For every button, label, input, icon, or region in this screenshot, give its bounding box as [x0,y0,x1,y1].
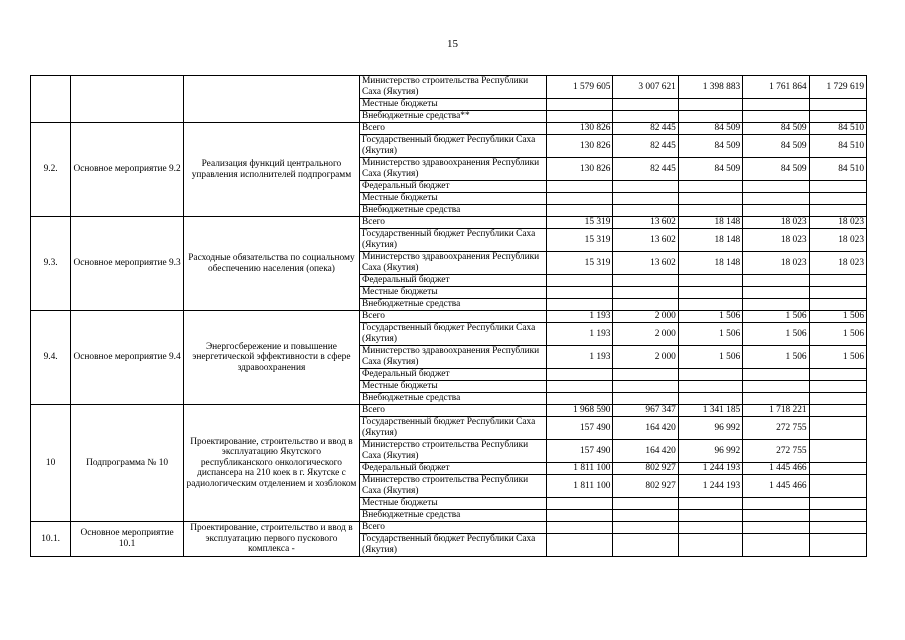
amount-cell: 1 244 193 [678,475,742,498]
amount-cell: 1 506 [809,346,866,369]
amount-cell [743,534,809,557]
amount-cell: 82 445 [613,135,678,158]
item-number-cell: 9.3. [31,217,71,311]
amount-cell: 18 023 [743,252,809,275]
item-description-cell: Энергосбережение и повышение энергетической эффективности в сфере здравоохранения [183,311,359,405]
amount-cell [809,99,866,111]
amount-cell: 84 510 [809,123,866,135]
amount-cell: 802 927 [613,475,678,498]
item-name-cell: Основное мероприятие 9.4 [71,311,184,405]
funding-source-cell: Местные бюджеты [359,498,546,510]
amount-cell [613,393,678,405]
amount-cell: 18 148 [678,229,742,252]
amount-cell: 3 007 621 [613,76,678,99]
funding-source-cell: Внебюджетные средства [359,205,546,217]
funding-source-cell: Федеральный бюджет [359,275,546,287]
amount-cell [809,299,866,311]
amount-cell [743,193,809,205]
amount-cell: 18 023 [743,217,809,229]
amount-cell: 1 445 466 [743,463,809,475]
page-number: 15 [447,38,458,50]
amount-cell [678,369,742,381]
amount-cell: 1 193 [547,311,613,323]
table-row [31,123,867,135]
amount-cell: 130 826 [547,135,613,158]
funding-source-cell: Внебюджетные средства [359,510,546,522]
amount-cell: 84 509 [743,158,809,181]
amount-cell: 1 341 185 [678,405,742,417]
amount-cell [809,498,866,510]
funding-source-cell: Государственный бюджет Республики Саха (Якутия) [359,417,546,440]
funding-source-cell: Всего [359,217,546,229]
amount-cell [809,111,866,123]
amount-cell [678,498,742,510]
amount-cell [547,381,613,393]
funding-source-cell: Государственный бюджет Республики Саха (Якутия) [359,323,546,346]
item-description-cell: Расходные обязательства по социальному обеспечению населения (опека) [183,217,359,311]
amount-cell: 84 509 [678,135,742,158]
amount-cell [809,534,866,557]
amount-cell: 1 445 466 [743,475,809,498]
amount-cell [547,393,613,405]
amount-cell [678,193,742,205]
amount-cell [613,205,678,217]
amount-cell: 1 811 100 [547,463,613,475]
amount-cell [809,275,866,287]
amount-cell: 18 023 [809,252,866,275]
amount-cell [678,111,742,123]
amount-cell [809,181,866,193]
amount-cell: 2 000 [613,311,678,323]
item-name-cell: Основное мероприятие 9.2 [71,123,184,217]
amount-cell [547,510,613,522]
amount-cell: 1 244 193 [678,463,742,475]
budget-table [30,75,867,557]
funding-source-cell: Министерство здравоохранения Республики Саха (Якутия) [359,252,546,275]
item-number-cell: 10.1. [31,522,71,557]
item-description-cell [183,76,359,123]
table-row [31,522,867,534]
amount-cell: 1 506 [743,311,809,323]
funding-source-cell: Государственный бюджет Республики Саха (Якутия) [359,534,546,557]
amount-cell: 130 826 [547,123,613,135]
amount-cell: 2 000 [613,346,678,369]
amount-cell: 1 729 619 [809,76,866,99]
funding-source-cell: Местные бюджеты [359,287,546,299]
amount-cell [547,275,613,287]
amount-cell [809,522,866,534]
amount-cell: 18 023 [809,217,866,229]
amount-cell [547,299,613,311]
amount-cell [809,205,866,217]
funding-source-cell: Местные бюджеты [359,193,546,205]
amount-cell [547,369,613,381]
amount-cell: 1 811 100 [547,475,613,498]
amount-cell: 164 420 [613,417,678,440]
amount-cell [678,522,742,534]
amount-cell [743,498,809,510]
funding-source-cell: Местные бюджеты [359,99,546,111]
item-name-cell: Основное мероприятие 10.1 [71,522,184,557]
amount-cell [613,193,678,205]
amount-cell [613,111,678,123]
funding-source-cell: Федеральный бюджет [359,181,546,193]
amount-cell: 84 510 [809,135,866,158]
funding-source-cell: Министерство строительства Республики Саха (Якутия) [359,440,546,463]
amount-cell: 18 148 [678,217,742,229]
amount-cell: 84 509 [743,135,809,158]
amount-cell [547,287,613,299]
amount-cell: 18 023 [809,229,866,252]
amount-cell [613,369,678,381]
amount-cell: 96 992 [678,417,742,440]
amount-cell [743,299,809,311]
amount-cell [809,475,866,498]
amount-cell [547,534,613,557]
amount-cell [809,393,866,405]
item-number-cell: 9.2. [31,123,71,217]
amount-cell [678,99,742,111]
amount-cell: 1 398 883 [678,76,742,99]
amount-cell [613,498,678,510]
item-description-cell: Проектирование, строительство и ввод в эксплуатацию первого пускового комплекса - [183,522,359,557]
amount-cell: 1 761 864 [743,76,809,99]
amount-cell [743,381,809,393]
amount-cell [809,463,866,475]
amount-cell: 1 506 [743,346,809,369]
funding-source-cell: Местные бюджеты [359,381,546,393]
amount-cell: 1 718 221 [743,405,809,417]
amount-cell [809,510,866,522]
table-row [31,405,867,417]
amount-cell [678,299,742,311]
amount-cell: 1 506 [809,323,866,346]
item-name-cell: Подпрограмма № 10 [71,405,184,522]
amount-cell [809,369,866,381]
amount-cell [743,510,809,522]
amount-cell: 1 506 [809,311,866,323]
amount-cell [547,111,613,123]
amount-cell [743,205,809,217]
amount-cell: 18 148 [678,252,742,275]
amount-cell: 130 826 [547,158,613,181]
amount-cell: 84 509 [678,158,742,181]
amount-cell: 1 506 [678,346,742,369]
amount-cell: 272 755 [743,440,809,463]
amount-cell [809,417,866,440]
amount-cell [809,405,866,417]
amount-cell [678,534,742,557]
amount-cell: 802 927 [613,463,678,475]
funding-source-cell: Министерство здравоохранения Республики Саха (Якутия) [359,346,546,369]
item-number-cell: 10 [31,405,71,522]
amount-cell: 272 755 [743,417,809,440]
table-row [31,217,867,229]
amount-cell [547,205,613,217]
item-description-cell: Реализация функций центрального управления исполнителей подпрограмм [183,123,359,217]
amount-cell: 82 445 [613,158,678,181]
amount-cell: 18 023 [743,229,809,252]
amount-cell [613,510,678,522]
amount-cell: 1 506 [678,311,742,323]
funding-source-cell: Федеральный бюджет [359,369,546,381]
amount-cell: 84 510 [809,158,866,181]
amount-cell: 1 506 [743,323,809,346]
amount-cell [743,99,809,111]
amount-cell: 13 602 [613,252,678,275]
amount-cell [678,393,742,405]
amount-cell [678,275,742,287]
amount-cell: 13 602 [613,229,678,252]
amount-cell: 15 319 [547,229,613,252]
amount-cell [743,522,809,534]
amount-cell [547,181,613,193]
item-name-cell [71,76,184,123]
amount-cell: 84 509 [678,123,742,135]
amount-cell [743,275,809,287]
funding-source-cell: Всего [359,123,546,135]
funding-source-cell: Министерство здравоохранения Республики Саха (Якутия) [359,158,546,181]
funding-source-cell: Внебюджетные средства** [359,111,546,123]
amount-cell [678,287,742,299]
amount-cell: 15 319 [547,252,613,275]
funding-source-cell: Министерство строительства Республики Саха (Якутия) [359,76,546,99]
amount-cell [743,111,809,123]
amount-cell [613,299,678,311]
amount-cell: 967 347 [613,405,678,417]
amount-cell: 1 193 [547,346,613,369]
amount-cell [613,534,678,557]
funding-source-cell: Государственный бюджет Республики Саха (Якутия) [359,135,546,158]
funding-source-cell: Внебюджетные средства [359,393,546,405]
amount-cell [809,287,866,299]
item-number-cell: 9.4. [31,311,71,405]
amount-cell [613,99,678,111]
amount-cell: 2 000 [613,323,678,346]
amount-cell: 164 420 [613,440,678,463]
amount-cell [547,193,613,205]
amount-cell: 157 490 [547,440,613,463]
funding-source-cell: Всего [359,405,546,417]
amount-cell [743,287,809,299]
amount-cell [547,99,613,111]
item-description-cell: Проектирование, строительство и ввод в эксплуатацию Якутского республиканского онкологического диспансера на 210 коек в г. Якутске с радиологическим отделением и хозблоком [183,405,359,522]
funding-source-cell: Всего [359,311,546,323]
amount-cell: 84 509 [743,123,809,135]
amount-cell [678,510,742,522]
funding-source-cell: Федеральный бюджет [359,463,546,475]
amount-cell: 1 579 605 [547,76,613,99]
amount-cell [678,381,742,393]
amount-cell [613,381,678,393]
amount-cell [743,393,809,405]
amount-cell: 96 992 [678,440,742,463]
amount-cell: 1 506 [678,323,742,346]
amount-cell [743,369,809,381]
amount-cell: 1 193 [547,323,613,346]
amount-cell: 1 968 590 [547,405,613,417]
amount-cell: 157 490 [547,417,613,440]
amount-cell [613,275,678,287]
amount-cell [547,522,613,534]
amount-cell [678,181,742,193]
item-number-cell [31,76,71,123]
amount-cell: 82 445 [613,123,678,135]
item-name-cell: Основное мероприятие 9.3 [71,217,184,311]
funding-source-cell: Государственный бюджет Республики Саха (Якутия) [359,229,546,252]
table-row [31,311,867,323]
amount-cell [809,381,866,393]
amount-cell [809,440,866,463]
amount-cell: 15 319 [547,217,613,229]
amount-cell [678,205,742,217]
amount-cell [613,181,678,193]
funding-source-cell: Всего [359,522,546,534]
amount-cell [613,522,678,534]
amount-cell [743,181,809,193]
table-row [31,76,867,99]
amount-cell [809,193,866,205]
amount-cell: 13 602 [613,217,678,229]
amount-cell [613,287,678,299]
amount-cell [547,498,613,510]
funding-source-cell: Внебюджетные средства [359,299,546,311]
funding-source-cell: Министерство строительства Республики Саха (Якутия) [359,475,546,498]
